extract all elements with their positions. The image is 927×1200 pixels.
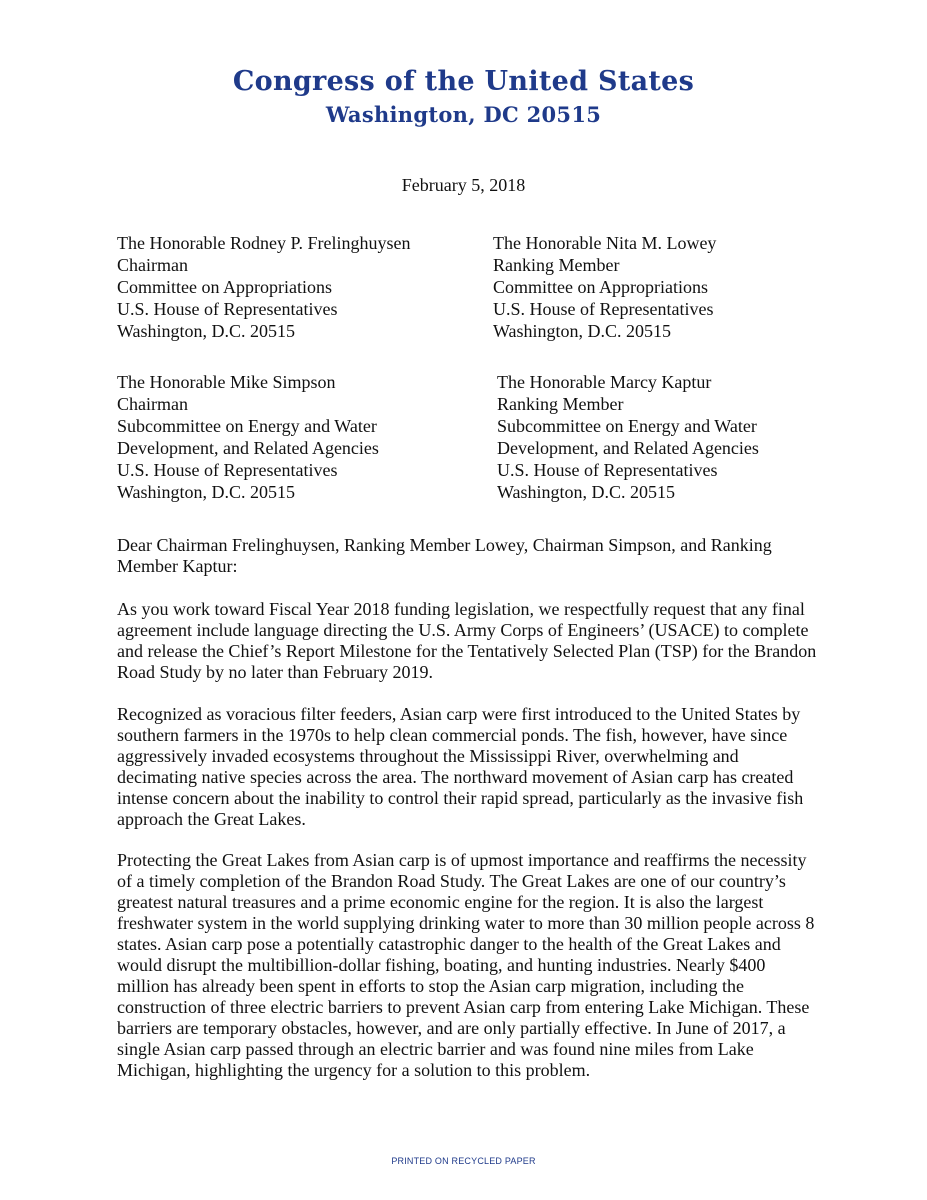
addressee-line: Development, and Related Agencies xyxy=(497,438,759,458)
recycled-paper-footer: PRINTED ON RECYCLED PAPER xyxy=(391,1156,536,1166)
addressee-name: The Honorable Nita M. Lowey xyxy=(493,233,717,253)
letterhead-title: Congress of the United States xyxy=(232,66,695,97)
paragraph-line: construction of three electric barriers to prevent Asian carp from entering Lake Michigan. These xyxy=(117,997,810,1017)
addressee-line: Ranking Member xyxy=(497,394,624,414)
salutation xyxy=(117,535,817,577)
addressee-line: Chairman xyxy=(117,255,188,275)
addressee-block-lowey xyxy=(493,232,716,342)
paragraph-line: million has already been spent in efforts to stop the Asian carp migration, including the xyxy=(117,976,745,996)
addressee-line: U.S. House of Representatives xyxy=(497,460,718,480)
paragraph-line: Road Study by no later than February 2019. xyxy=(117,662,433,682)
paragraph-line: would disrupt the multibillion-dollar fishing, boating, and hunting industries. Nearly $400 xyxy=(117,955,766,975)
addressee-block-simpson xyxy=(117,371,379,503)
addressee-line: Washington, D.C. 20515 xyxy=(497,482,676,502)
addressee-line: Committee on Appropriations xyxy=(493,277,708,297)
paragraph-line: states. Asian carp pose a potentially catastrophic danger to the health of the Great Lakes and xyxy=(117,934,781,954)
paragraph-line: of a timely completion of the Brandon Road Study. The Great Lakes are one of our country’s xyxy=(117,871,786,891)
paragraph-line: and release the Chief’s Report Milestone for the Tentatively Selected Plan (TSP) for the Brandon xyxy=(117,641,817,661)
paragraph-line: southern farmers in the 1970s to help clean commercial ponds. The fish, however, have since xyxy=(117,725,788,745)
paragraph-great-lakes xyxy=(117,850,827,1081)
paragraph-line: single Asian carp passed through an electric barrier and was found nine miles from Lake xyxy=(117,1039,754,1059)
addressee-line: Subcommittee on Energy and Water xyxy=(117,416,377,436)
addressee-name: The Honorable Rodney P. Frelinghuysen xyxy=(117,233,411,253)
paragraph-line: Protecting the Great Lakes from Asian carp is of upmost importance and reaffirms the necessity xyxy=(117,850,807,870)
paragraph-line: freshwater system in the world supplying drinking water to more than 30 million people across 8 xyxy=(117,913,815,933)
addressee-line: Chairman xyxy=(117,394,188,414)
addressee-name: The Honorable Mike Simpson xyxy=(117,372,336,392)
paragraph-request xyxy=(117,599,827,683)
paragraph-line: aggressively invaded ecosystems throughout the Mississippi River, overwhelming and xyxy=(117,746,739,766)
addressee-line: Washington, D.C. 20515 xyxy=(117,482,296,502)
paragraph-background xyxy=(117,704,827,830)
addressee-line: Washington, D.C. 20515 xyxy=(117,321,296,341)
paragraph-line: approach the Great Lakes. xyxy=(117,809,306,829)
paragraph-line: As you work toward Fiscal Year 2018 funding legislation, we respectfully request that any final xyxy=(117,599,805,619)
paragraph-line: Michigan, highlighting the urgency for a solution to this problem. xyxy=(117,1060,591,1080)
paragraph-line: intense concern about the inability to control their rapid spread, particularly as the invasive fish xyxy=(117,788,804,808)
addressee-line: U.S. House of Representatives xyxy=(117,460,338,480)
addressee-block-kaptur xyxy=(497,371,759,503)
addressee-line: Subcommittee on Energy and Water xyxy=(497,416,757,436)
salutation-line: Dear Chairman Frelinghuysen, Ranking Member Lowey, Chairman Simpson, and Ranking xyxy=(117,535,772,555)
paragraph-line: Recognized as voracious filter feeders, Asian carp were first introduced to the United States by xyxy=(117,704,801,724)
addressee-line: U.S. House of Representatives xyxy=(117,299,338,319)
addressee-line: Committee on Appropriations xyxy=(117,277,332,297)
addressee-line: Ranking Member xyxy=(493,255,620,275)
paragraph-line: decimating native species across the area. The northward movement of Asian carp has created xyxy=(117,767,794,787)
letterhead-subtitle: Washington, DC 20515 xyxy=(325,102,602,127)
paragraph-line: agreement include language directing the U.S. Army Corps of Engineers’ (USACE) to complete xyxy=(117,620,809,640)
addressee-name: The Honorable Marcy Kaptur xyxy=(497,372,712,392)
paragraph-line: barriers are temporary obstacles, however, and are only partially effective. In June of 2017, a xyxy=(117,1018,786,1038)
paragraph-line: greatest natural treasures and a prime economic engine for the region. It is also the largest xyxy=(117,892,764,912)
salutation-line: Member Kaptur: xyxy=(117,556,238,576)
addressee-line: U.S. House of Representatives xyxy=(493,299,714,319)
addressee-line: Development, and Related Agencies xyxy=(117,438,379,458)
addressee-line: Washington, D.C. 20515 xyxy=(493,321,672,341)
letter-date: February 5, 2018 xyxy=(401,175,526,195)
addressee-block-frelinghuysen xyxy=(117,232,410,342)
